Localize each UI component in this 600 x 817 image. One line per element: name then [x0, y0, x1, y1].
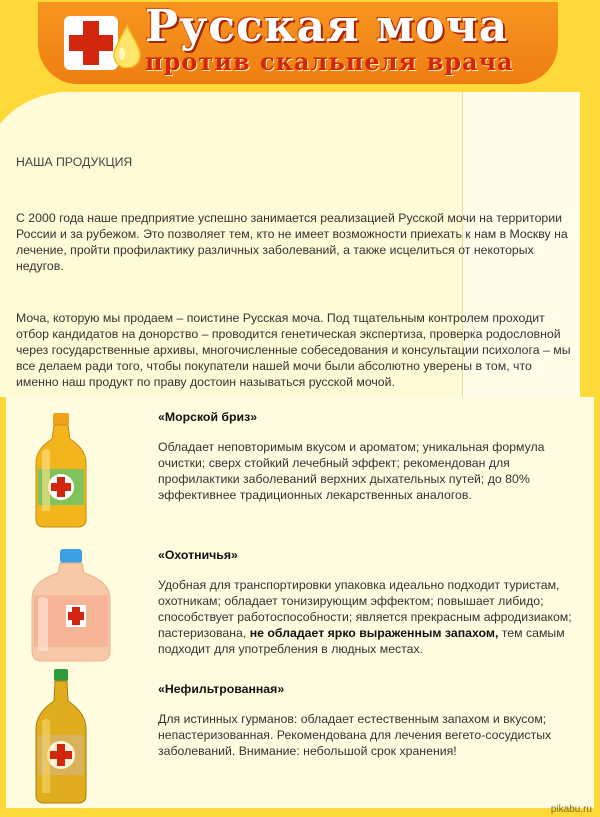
- logo-subtitle: против скальпеля врача: [145, 47, 514, 76]
- bottle-nefiltrovannaya-icon: [26, 667, 96, 805]
- bottle-morskoy-briz-icon: [26, 411, 96, 529]
- product-name: «Охотничья»: [158, 548, 238, 562]
- products-panel: [6, 397, 594, 808]
- product-description: Для истинных гурманов: обладает естественным запахом и вкусом; непастеризованная. Рекомендована для лечения вегето-сосудистых заболеваний. Внимание: небольшой срок хранения!: [158, 712, 552, 758]
- logo-title: Русская моча: [145, 1, 509, 52]
- product-name: «Нефильтрованная»: [158, 682, 285, 696]
- drop-icon: [112, 24, 142, 68]
- watermark: pikabu.ru: [550, 804, 592, 815]
- right-stripe: [580, 92, 600, 397]
- product-name: «Морской бриз»: [158, 410, 258, 424]
- product-text: [158, 681, 588, 759]
- product-description-bold: не обладает ярко выраженным запахом,: [249, 626, 499, 640]
- product-description: Обладает неповторимым вкусом и ароматом; уникальная формула очистки; сверх стойкий лечебный эффект; рекомендован для профилактики заболеваний верхних дыхательных путей; до 80% эффективнее традиционных лекарственных аналогов.: [158, 440, 545, 502]
- product-text: [158, 409, 588, 503]
- bottle-okhotnichya-icon: [26, 547, 116, 665]
- intro-paragraph-2: Моча, которую мы продаем – поистине Русская моча. Под тщательным контролем проходит отбор кандидатов на донорство – проводится генетическая экспертиза, проверка родословной через государственные архивы, многочисленные собеседования и консультации психолога – мы все делаем ради того, чтобы покупатели нашей мочи были абсолютно уверены в том, что именно наш продукт по праву достоин называться русской мочой.: [16, 311, 571, 389]
- intro-text: [16, 154, 576, 426]
- intro-paragraph-1: С 2000 года наше предприятие успешно занимается реализацией Русской мочи на территории России и за рубежом. Это позволяет тем, кто не имеет возможности приехать к нам в Москву на лечение, пройти профилактику различных заболеваний, а также исцелиться от некоторых недугов.: [16, 211, 568, 273]
- product-text: [158, 547, 588, 657]
- section-title: НАША ПРОДУКЦИЯ: [16, 155, 133, 169]
- header: [0, 0, 600, 88]
- product-description-part: Удобная для транспортировки упаковка идеально подходит туристам, охотникам; обладает тонизирующим эффектом; повышает либидо; способствует работоспособности; является прекрасным афродизиаком; пастеризована,: [158, 578, 572, 640]
- product-description-part: тем самым подходит для употребления в людных местах.: [158, 626, 565, 656]
